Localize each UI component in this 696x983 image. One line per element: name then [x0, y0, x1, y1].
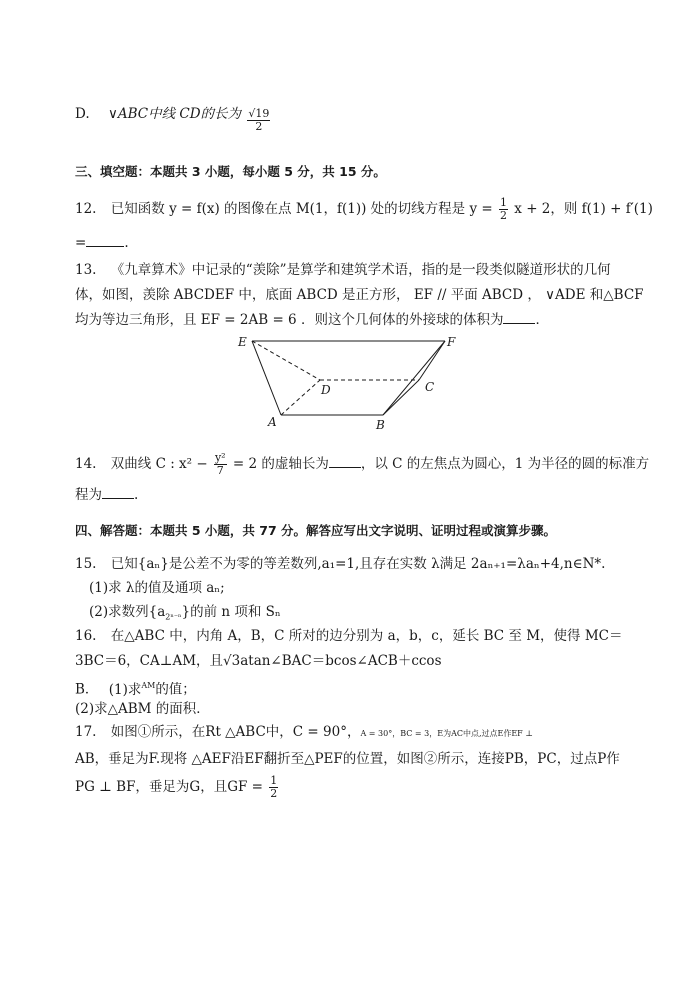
q16-text-line-3c: 的值； [155, 681, 196, 698]
edge-bc [383, 380, 419, 415]
q16-part-2: (2)求△ABM 的面积． [75, 701, 210, 717]
q14-text-a: 双曲线 C : x² − [110, 456, 208, 472]
q16-superscript: AM [141, 681, 156, 690]
q12-number: 12. [75, 201, 97, 217]
label-e: E [238, 335, 247, 349]
q12-text-d: . [124, 235, 129, 251]
question-13-line-1 [75, 261, 611, 279]
option-d-fraction [247, 108, 270, 133]
edge-cf [419, 341, 445, 380]
q12-text-b: x + 2，则 f(1) + f′(1) [514, 201, 653, 217]
q17-frac-den: 2 [270, 787, 278, 800]
option-d-prefix: D. [75, 106, 90, 122]
q13-text-line-2: 体，如图，羡除 ABCDEF 中，底面 ABCD 是正方形， EF // 平面 ABCD ， ∨ADE 和△BCF [75, 287, 644, 303]
q15-part-2 [89, 603, 281, 627]
question-12-line-2 [75, 234, 129, 252]
q13-answer-blank [503, 311, 535, 324]
q15-text-line-1: 已知{aₙ}是公差不为零的等差数列,a₁=1,且存在实数 λ满足 2aₙ₊₁=λaₙ+4,n∈N*. [110, 556, 606, 572]
edge-ea [252, 341, 281, 415]
q17-text-line-3a: PG ⊥ BF，垂足为G，且GF = [75, 779, 263, 795]
option-d-frac-den: 2 [255, 120, 263, 133]
q14-text-c: ，以 C 的左焦点为圆心，1 为半径的圆的标准方 [360, 456, 650, 472]
q14-answer-blank-1 [329, 455, 361, 468]
option-d-frac-num: √19 [248, 107, 270, 120]
q13-text-line-1: 《九章算术》中记录的“羡除”是算学和建筑学术语，指的是一段类似隧道形状的几何 [110, 262, 611, 278]
q14-text-b: = 2 的虚轴长为 [232, 456, 329, 472]
q16-text-line-3b: (1)求 [108, 681, 142, 698]
q16-text-line-3a: B． [75, 681, 99, 698]
edge-ad-hidden [281, 380, 320, 415]
q15-number: 15. [75, 556, 97, 572]
q12-text-c: = [75, 235, 87, 251]
q14-number: 14. [75, 456, 97, 472]
label-a: A [268, 415, 277, 429]
question-16-line-1 [75, 627, 622, 645]
q17-text-line-1b: A = 30°，BC = 3，E为AC中点,过点E作EF ⊥ [360, 729, 533, 738]
q14-text-l2b: . [134, 487, 139, 503]
q17-number: 17. [75, 724, 97, 740]
question-17-line-1 [75, 723, 533, 743]
question-12 [75, 197, 653, 222]
q17-text-line-1a: 如图①所示，在Rt △ABC中，C = 90°， [110, 724, 361, 740]
option-d-text: ∨ABC中线 CD的长为 [107, 106, 242, 122]
q17-text-line-2: AB，垂足为F.现将 △AEF沿EF翻折至△PEF的位置，如图②所示，连接PB，PC，过点P作 [75, 751, 620, 767]
label-b: B [376, 418, 385, 432]
q12-frac-den: 2 [500, 209, 507, 222]
option-d [75, 105, 272, 133]
label-d: D [321, 383, 331, 397]
q12-answer-blank [86, 234, 124, 247]
q13-number: 13. [75, 262, 97, 278]
edge-bf [383, 341, 445, 415]
figure-chuchu-solid [0, 333, 696, 433]
q14-frac-den: 7 [216, 464, 224, 477]
q13-text-line-3a: 均为等边三角形，且 EF = 2AB = 6 ．则这个几何体的外接球的体积为 [75, 312, 504, 328]
question-17-line-3 [75, 775, 280, 800]
q17-fraction [269, 775, 278, 800]
q15-part-1: (1)求 λ的值及通项 aₙ; [89, 580, 225, 596]
q16-number: 16. [75, 628, 97, 644]
q15-part-2-subscript: 2ⁿ⁻ⁿ [165, 612, 182, 622]
question-16-line-3 [75, 677, 196, 699]
question-15-line-1 [75, 555, 605, 573]
q14-frac-num: y² [214, 451, 226, 464]
label-f: F [447, 335, 456, 349]
q12-fraction [499, 197, 508, 222]
q17-frac-num: 1 [270, 774, 278, 787]
section-3-heading: 三、填空题：本题共 3 小题，每小题 5 分，共 15 分。 [75, 164, 386, 179]
edge-ed-hidden [252, 341, 320, 380]
q15-part-2-a: (2)求数列{a [89, 604, 166, 620]
q12-text-a: 已知函数 y = f(x) 的图像在点 M(1，f(1)) 处的切线方程是 y = [110, 201, 493, 217]
question-14 [75, 452, 649, 477]
question-14-line-2 [75, 486, 138, 504]
q12-frac-num: 1 [500, 196, 507, 209]
q15-part-2-b: }的前 n 项和 Sₙ [181, 604, 281, 620]
label-c: C [425, 380, 435, 394]
q16-text-line-1: 在△ABC 中，内角 A，B，C 所对的边分别为 a，b，c，延长 BC 至 M，使得 MC＝ [110, 628, 623, 644]
q14-text-l2a: 程为 [75, 487, 102, 503]
q14-answer-blank-2 [102, 486, 134, 499]
question-13-line-3 [75, 311, 549, 329]
q16-text-line-2: 3BC＝6，CA⊥AM，且√3atan∠BAC＝bcos∠ACB＋ccos [75, 653, 442, 669]
q14-fraction [214, 452, 227, 477]
section-4-heading: 四、解答题：本题共 5 小题，共 77 分。解答应写出文字说明、证明过程或演算步骤。 [75, 523, 557, 538]
q13-text-line-3b: ． [535, 312, 549, 328]
